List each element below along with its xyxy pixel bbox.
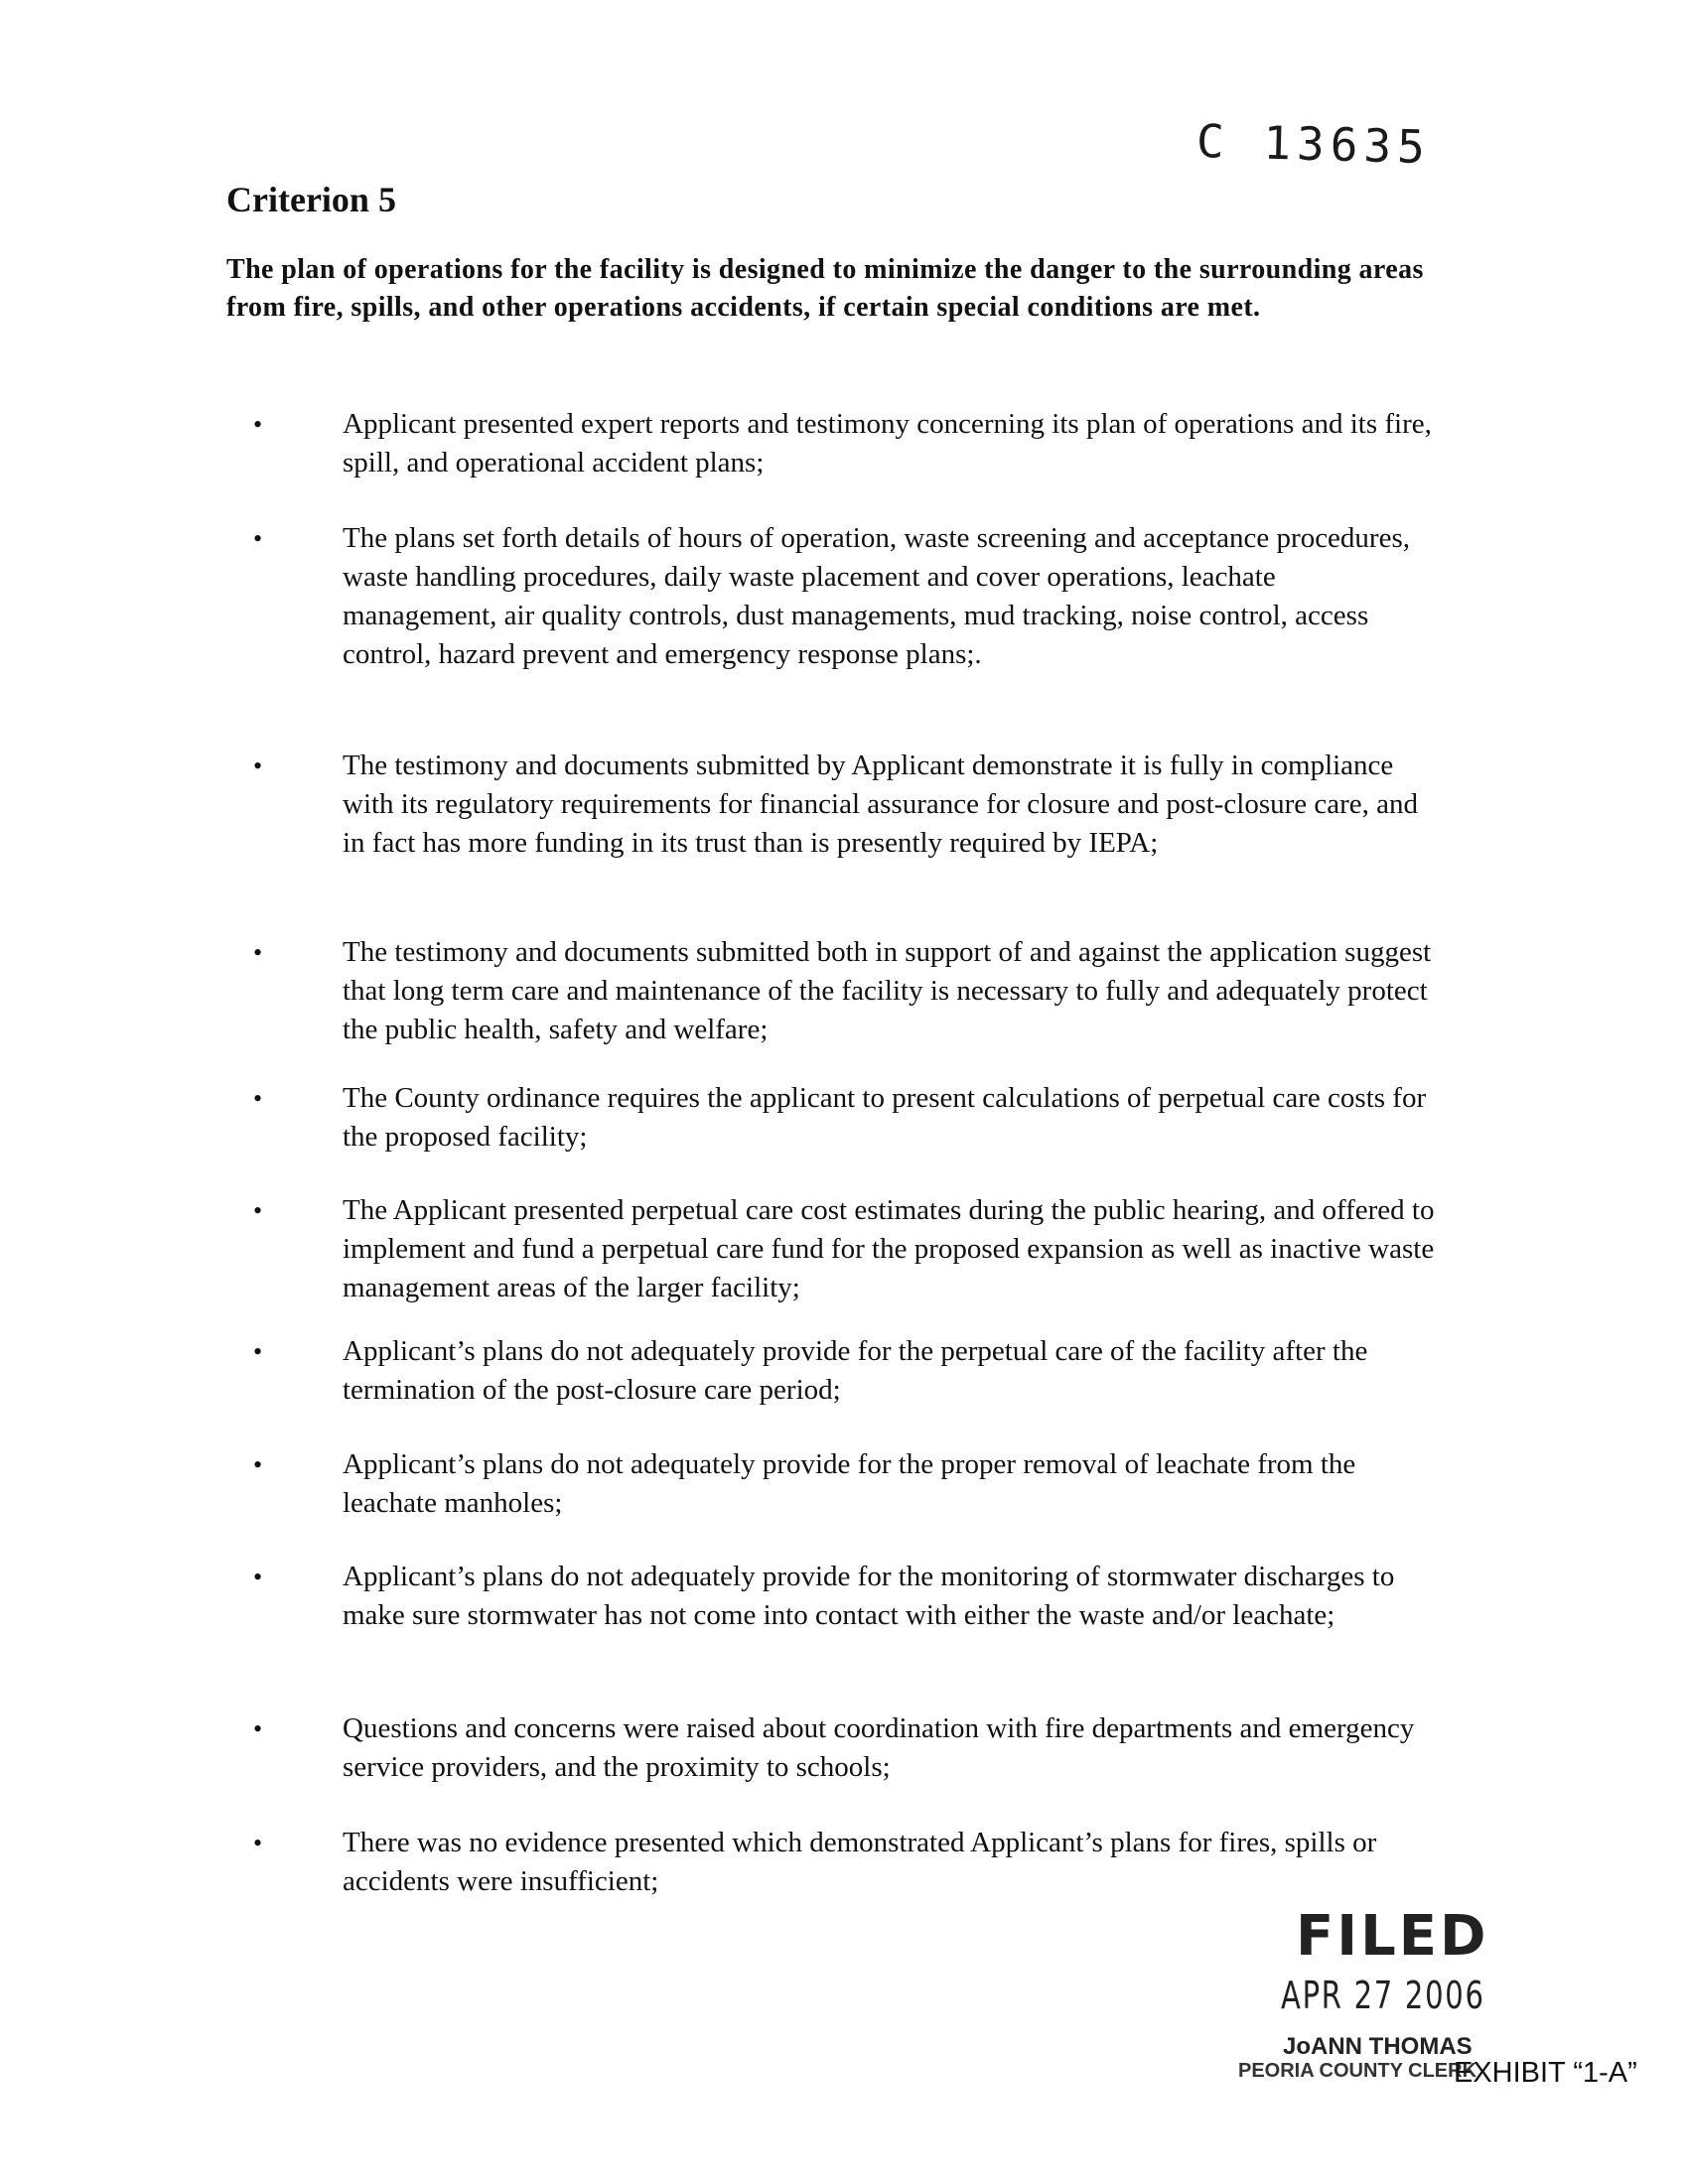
- bullet-icon: •: [253, 1084, 263, 1113]
- finding-text: The testimony and documents submitted by Applicant demonstrate it is fully in compliance with its regulatory requirements for financial assurance for closure and post-closure care, and in fact has more funding in its trust than is presently required by IEPA;: [343, 750, 1419, 859]
- bullet-icon: •: [253, 524, 263, 553]
- criterion-heading: Criterion 5: [226, 180, 396, 219]
- finding-text: Applicant’s plans do not adequately provide for the monitoring of stormwater discharges to make sure stormwater has not come into contact with either the waste and/or leachate;: [343, 1561, 1395, 1631]
- filed-date: APR 27 2006: [1281, 1974, 1485, 2017]
- bullet-icon: •: [253, 1196, 263, 1225]
- finding-text: The County ordinance requires the applicant to present calculations of perpetual care costs for the proposed facility;: [343, 1082, 1427, 1153]
- bullet-icon: •: [253, 1450, 263, 1479]
- bullet-icon: •: [253, 410, 263, 439]
- finding-text: The plans set forth details of hours of operation, waste screening and acceptance procedures, waste handling procedures, daily waste placement and cover operations, leachate management, air quality controls, dust managements, mud tracking, noise control, access control, hazard prevent and emergency response plans;.: [343, 522, 1410, 670]
- criterion-statement: The plan of operations for the facility is designed to minimize the danger to the surrounding areas from fire, spills, and other operations accidents, if certain special conditions are met.: [226, 254, 1424, 323]
- document-number: C 13635: [1195, 113, 1432, 175]
- filed-stamp: FILED: [1296, 1904, 1489, 1969]
- bullet-icon: •: [253, 751, 263, 780]
- finding-text: Applicant’s plans do not adequately provide for the perpetual care of the facility after the termination of the post-closure care period;: [343, 1335, 1368, 1406]
- exhibit-label: EXHIBIT “1-A”: [1454, 2057, 1637, 2089]
- finding-text: There was no evidence presented which demonstrated Applicant’s plans for fires, spills or accidents were insufficient;: [343, 1827, 1377, 1897]
- finding-text: The Applicant presented perpetual care cost estimates during the public hearing, and offered to implement and fund a perpetual care fund for the proposed expansion as well as inactive waste management areas of the larger facility;: [343, 1194, 1435, 1303]
- finding-text: Applicant presented expert reports and testimony concerning its plan of operations and its fire, spill, and operational accident plans;: [343, 408, 1432, 478]
- finding-text: Applicant’s plans do not adequately provide for the proper removal of leachate from the leachate manholes;: [343, 1448, 1356, 1519]
- bullet-icon: •: [253, 938, 263, 967]
- finding-text: The testimony and documents submitted both in support of and against the application suggest that long term care and maintenance of the facility is necessary to fully and adequately protect the public health, safety and welfare;: [343, 936, 1432, 1045]
- bullet-icon: •: [253, 1563, 263, 1591]
- clerk-name: JoANN THOMAS: [1283, 2033, 1473, 2060]
- finding-text: Questions and concerns were raised about coordination with fire departments and emergency service providers, and the proximity to schools;: [343, 1712, 1415, 1783]
- bullet-icon: •: [253, 1337, 263, 1366]
- bullet-icon: •: [253, 1829, 263, 1857]
- clerk-office: PEORIA COUNTY CLERK: [1238, 2060, 1477, 2082]
- bullet-icon: •: [253, 1714, 263, 1743]
